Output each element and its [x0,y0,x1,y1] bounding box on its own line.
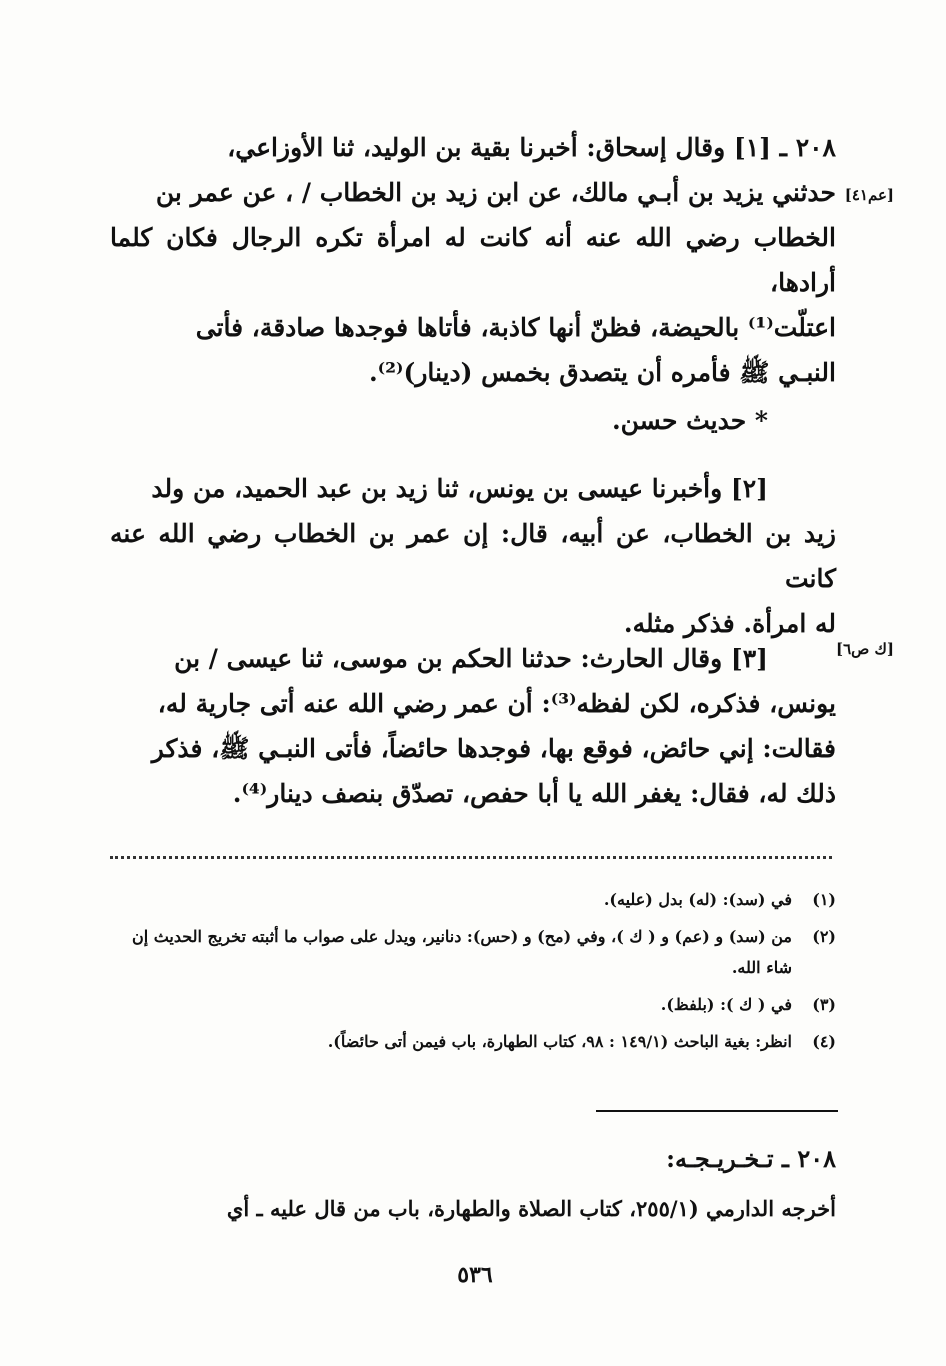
line: له امرأة. فذكر مثله. [623,609,836,638]
footnotes [110,884,836,1057]
line: [٢] وأخبرنا عيسى بن يونس، ثنا زيد بن عبد الحميد، من ولد [151,474,768,503]
footnote-separator [110,856,832,859]
footnote-2 [110,921,836,983]
footnote-number: (٤) [812,1032,836,1051]
footnote-text: في ( ك ): (بلفظ). [660,995,792,1014]
line: زيد بن الخطاب، عن أبيه، قال: إن عمر بن الخطاب رضي الله عنه كانت [110,519,836,593]
footnote-text: انظر: بغية الباحث (١٤٩/١ : ٩٨، كتاب الطهارة، باب فيمن أتى حائضاً). [327,1032,792,1051]
takhrij-body: أخرجه الدارمي (٢٥٥/١، كتاب الصلاة والطهارة، باب من قال عليه ـ أي [226,1196,836,1221]
footnote-text: من (سد) و (عم) و ( ك )، وفي (مح) و (حس): دنانير، ويدل على صواب ما أثبته تخريج الحديث إن شاء الله. [131,927,792,977]
line: حدثني يزيد بن أبـي مالك، عن ابن زيد بن الخطاب / ، عن عمر بن [155,178,836,207]
line: ذلك له، فقال: يغفر الله يا أبا حفص، تصدّق بنصف دينار⁽⁴⁾. [232,779,836,808]
footnote-1 [110,884,836,915]
hadith-208-para-3 [110,636,836,816]
footnote-4 [110,1026,836,1057]
page-number: ٥٣٦ [457,1262,493,1288]
line: اعتلّت⁽¹⁾ بالحيضة، فظنّ أنها كاذبة، فأتاها فوجدها صادقة، فأتى [195,313,836,342]
footnote-number: (١) [812,890,836,909]
hadith-208-para-2 [110,466,836,646]
footnote-number: (٣) [812,995,836,1014]
takhrij-separator [596,1110,838,1112]
line: النبـي ﷺ فأمره أن يتصدق بخمس (دينار)⁽²⁾. [368,358,836,387]
margin-note-k6: [ك ص٦] [836,640,894,658]
line: ٢٠٨ ـ [١] وقال إسحاق: أخبرنا بقية بن الوليد، ثنا الأوزاعي، [227,133,836,162]
line: [٣] وقال الحارث: حدثنا الحكم بن موسى، ثنا عيسى / بن [174,644,768,673]
hadith-grade: * حديث حسن. [611,406,768,435]
line: فقالت: إني حائض، فوقع بها، فوجدها حائضاً، فأتى النبـي ﷺ، فذكر [151,734,836,763]
takhrij-heading: ٢٠٨ ـ تـخـريـجـه: [666,1144,836,1173]
footnote-number: (٢) [812,927,836,946]
footnote-3 [110,989,836,1020]
takhrij-section [110,1134,836,1234]
line: الخطاب رضي الله عنه أنه كانت له امرأة تكره الرجال فكان كلما أرادها، [110,223,836,297]
footnote-text: في (سد): (له) بدل (عليه). [603,890,792,909]
margin-note-am41: [عم٤١] [844,186,894,204]
line: يونس، فذكره، لكن لفظه⁽³⁾: أن عمر رضي الله عنه أتى جارية له، [157,689,836,718]
hadith-208-para-1 [110,125,836,395]
